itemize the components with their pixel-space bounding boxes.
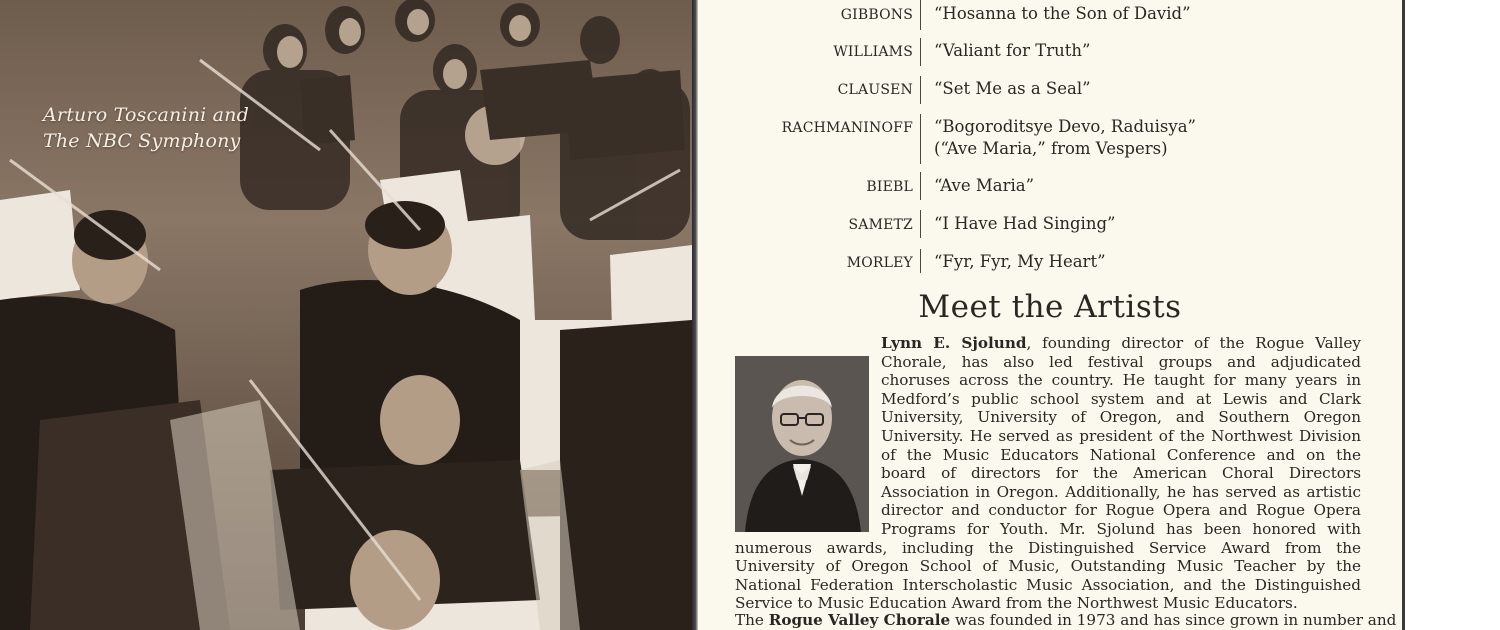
sjolund-bio: [735, 334, 1361, 613]
composer-name: SAMETZ: [848, 217, 913, 233]
piece-title: “Fyr, Fyr, My Heart”: [934, 252, 1106, 271]
column-divider: [920, 210, 921, 238]
chorale-paragraph: [735, 610, 1397, 630]
piece-title: “I Have Had Singing”: [934, 214, 1116, 233]
piece-title: “Hosanna to the Son of David”: [934, 4, 1191, 23]
page-edge: [1402, 0, 1405, 630]
sjolund-bio-text: , founding director of the Rogue Valley Chorale, has also led festival groups and adjudicated choruses across the country. He taught for many years in Medford’s public school system and at Lewis and Clark University, University of Oregon, and Southern Oregon University. He served as president of the Northwest Division of the Music Educators National Conference and on the board of directors for the American Choral Directors Association in Oregon. Additionally, he has served as artistic director and conductor for Rogue Opera and Rogue Opera Programs for Youth. Mr. Sjolund has been honored with numerous awards, including the Distinguished Service Award from the University of Oregon School of Music, Outstanding Music Teacher by the National Federation Interscholastic Music Association, and the Distinguished Service to Music Education Award from the Northwest Music Educators.: [735, 334, 1361, 613]
column-divider: [920, 172, 921, 200]
chorale-prefix: The: [735, 611, 769, 629]
piece-title: “Bogoroditsye Devo, Raduisya”: [934, 117, 1196, 136]
composer-name: CLAUSEN: [837, 82, 913, 98]
chorale-name: Rogue Valley Chorale: [768, 611, 951, 629]
program-page: [698, 0, 1402, 630]
column-divider: [920, 76, 921, 104]
column-divider: [920, 38, 921, 66]
composer-name: RACHMANINOFF: [781, 120, 913, 136]
composer-name: GIBBONS: [840, 7, 913, 23]
chorale-text: was founded in 1973 and has since grown in number and: [950, 611, 1397, 629]
caption-line-2: The NBC Symphony: [43, 130, 241, 152]
piece-title: “Valiant for Truth”: [934, 41, 1091, 60]
piece-subtitle: (“Ave Maria,” from Vespers): [934, 139, 1168, 158]
composer-name: BIEBL: [866, 179, 913, 195]
column-divider: [920, 0, 921, 30]
column-divider: [920, 114, 921, 164]
column-divider: [920, 249, 921, 273]
composer-name: WILLIAMS: [833, 44, 913, 60]
caption-line-1: Arturo Toscanini and: [43, 104, 249, 126]
section-heading: Meet the Artists: [918, 289, 1182, 325]
photo-caption: [43, 102, 249, 154]
sjolund-portrait: [735, 356, 869, 532]
portrait-art: [735, 356, 869, 532]
orchestra-photo: [0, 0, 692, 630]
composer-name: MORLEY: [846, 255, 913, 271]
piece-title: “Ave Maria”: [934, 176, 1035, 195]
sjolund-name: Lynn E. Sjolund: [881, 334, 1027, 352]
piece-title: “Set Me as a Seal”: [934, 79, 1091, 98]
orchestra-photo-art: [0, 0, 692, 630]
